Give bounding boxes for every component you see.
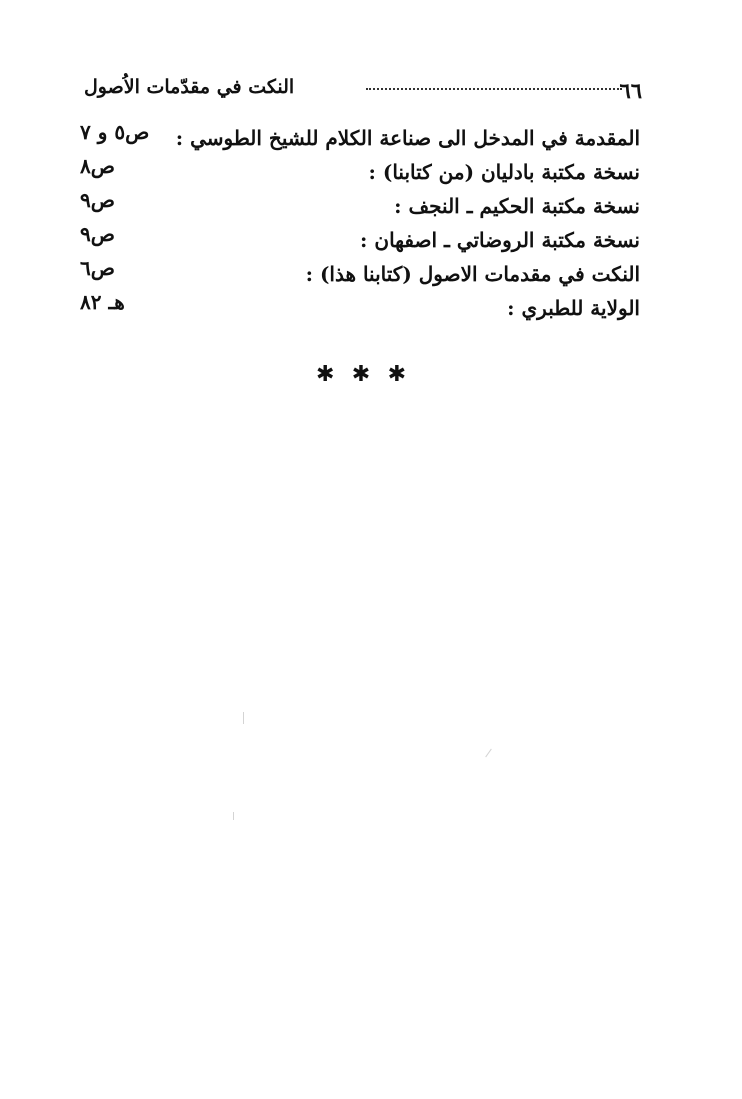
scan-artifact bbox=[485, 749, 492, 758]
list-item bbox=[80, 290, 640, 328]
entry-page-ref: ص٨ bbox=[80, 154, 115, 178]
page-number: ٦٦ bbox=[619, 78, 642, 103]
header-dot-leader bbox=[366, 72, 622, 90]
entry-label: نسخة مكتبة الحكيم ـ النجف : bbox=[394, 194, 640, 218]
list-item bbox=[80, 256, 640, 294]
list-item bbox=[80, 188, 640, 226]
asterisk-icon: ✱ bbox=[387, 362, 406, 387]
list-item bbox=[80, 154, 640, 192]
list-item bbox=[80, 222, 640, 260]
page-header bbox=[80, 72, 650, 106]
entry-page-ref: ص٥ و ٧ bbox=[80, 120, 150, 144]
section-separator bbox=[316, 360, 406, 390]
entry-label: نسخة مكتبة بادليان (من كتابنا) : bbox=[368, 160, 640, 184]
asterisk-icon: ✱ bbox=[351, 362, 371, 387]
asterisk-icon: ✱ bbox=[316, 362, 335, 387]
entry-label: نسخة مكتبة الروضاتي ـ اصفهان : bbox=[360, 228, 640, 252]
running-title: النكت في مقدّمات الاُصول bbox=[84, 76, 295, 98]
entry-label: المقدمة في المدخل الى صناعة الكلام للشيخ الطوسي : bbox=[175, 126, 640, 150]
entry-label: النكت في مقدمات الاصول (كتابنا هذا) : bbox=[305, 262, 640, 286]
entry-page-ref: هـ ٨٢ bbox=[80, 290, 125, 314]
manuscript-list bbox=[80, 120, 640, 328]
scan-artifact bbox=[233, 812, 234, 820]
entry-page-ref: ص٦ bbox=[80, 256, 115, 280]
scan-artifact bbox=[243, 712, 244, 724]
entry-page-ref: ص٩ bbox=[80, 188, 115, 212]
list-item bbox=[80, 120, 640, 158]
entry-page-ref: ص٩ bbox=[80, 222, 115, 246]
entry-label: الولاية للطبري : bbox=[507, 296, 640, 320]
